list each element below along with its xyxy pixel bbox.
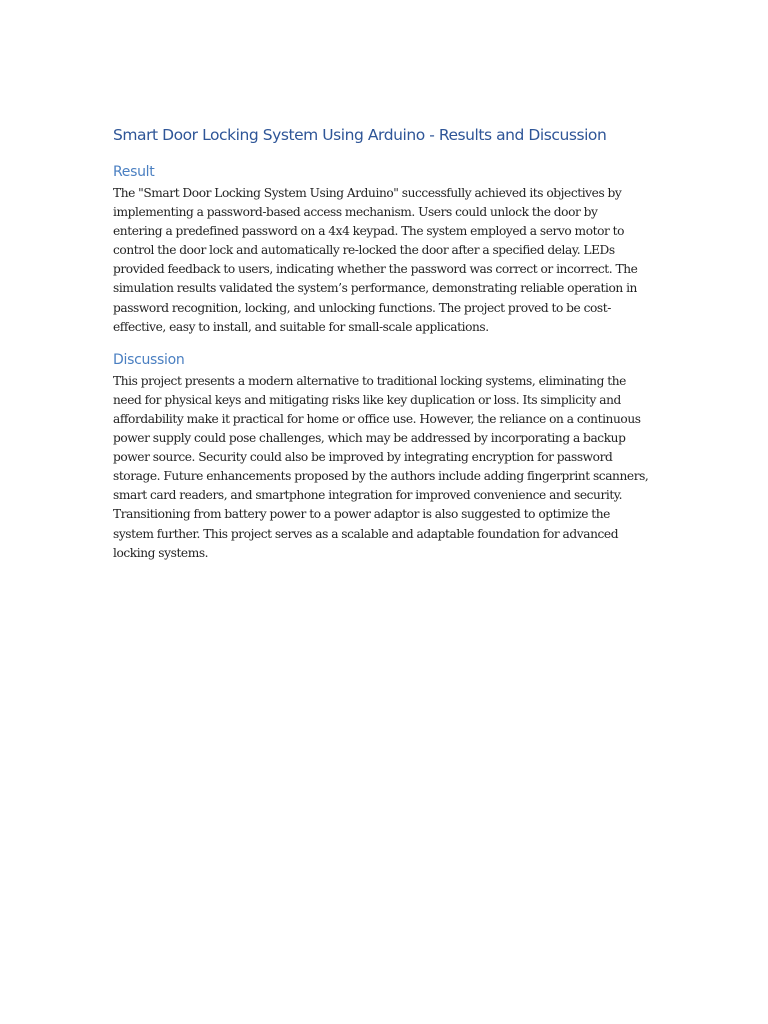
document-page bbox=[113, 124, 658, 563]
paragraph-line: power supply could pose challenges, which may be addressed by incorporating a backup bbox=[113, 431, 626, 446]
paragraph-line: simulation results validated the system’s performance, demonstrating reliable operation in bbox=[113, 281, 637, 296]
discussion-paragraph bbox=[113, 372, 658, 563]
paragraph-line: effective, easy to install, and suitable for small-scale applications. bbox=[113, 319, 489, 334]
paragraph-line: affordability make it practical for home or office use. However, the reliance on a continuous bbox=[113, 411, 641, 426]
paragraph-line: Transitioning from battery power to a power adaptor is also suggested to optimize the bbox=[113, 507, 610, 522]
paragraph-line: storage. Future enhancements proposed by the authors include adding fingerprint scanners, bbox=[113, 469, 649, 484]
paragraph-line: provided feedback to users, indicating whether the password was correct or incorrect. The bbox=[113, 262, 638, 277]
discussion-heading: Discussion bbox=[113, 351, 185, 368]
paragraph-line: This project presents a modern alternative to traditional locking systems, eliminating the bbox=[113, 373, 626, 388]
paragraph-line: power source. Security could also be improved by integrating encryption for password bbox=[113, 450, 613, 465]
document-title: Smart Door Locking System Using Arduino - Results and Discussion bbox=[113, 126, 607, 144]
paragraph-line: smart card readers, and smartphone integration for improved convenience and security. bbox=[113, 488, 623, 503]
result-paragraph bbox=[113, 184, 658, 337]
result-heading: Result bbox=[113, 164, 155, 180]
paragraph-line: need for physical keys and mitigating risks like key duplication or loss. Its simplicity and bbox=[113, 392, 621, 407]
paragraph-line: system further. This project serves as a scalable and adaptable foundation for advanced bbox=[113, 526, 619, 541]
paragraph-line: password recognition, locking, and unlocking functions. The project proved to be cost- bbox=[113, 300, 611, 315]
paragraph-line: entering a predefined password on a 4x4 keypad. The system employed a servo motor to bbox=[113, 224, 625, 239]
paragraph-line: The "Smart Door Locking System Using Arduino" successfully achieved its objectives by bbox=[113, 186, 622, 200]
paragraph-line: control the door lock and automatically re-locked the door after a specified delay. LEDs bbox=[113, 243, 615, 258]
paragraph-line: implementing a password-based access mechanism. Users could unlock the door by bbox=[113, 205, 598, 220]
paragraph-line: locking systems. bbox=[113, 545, 209, 560]
